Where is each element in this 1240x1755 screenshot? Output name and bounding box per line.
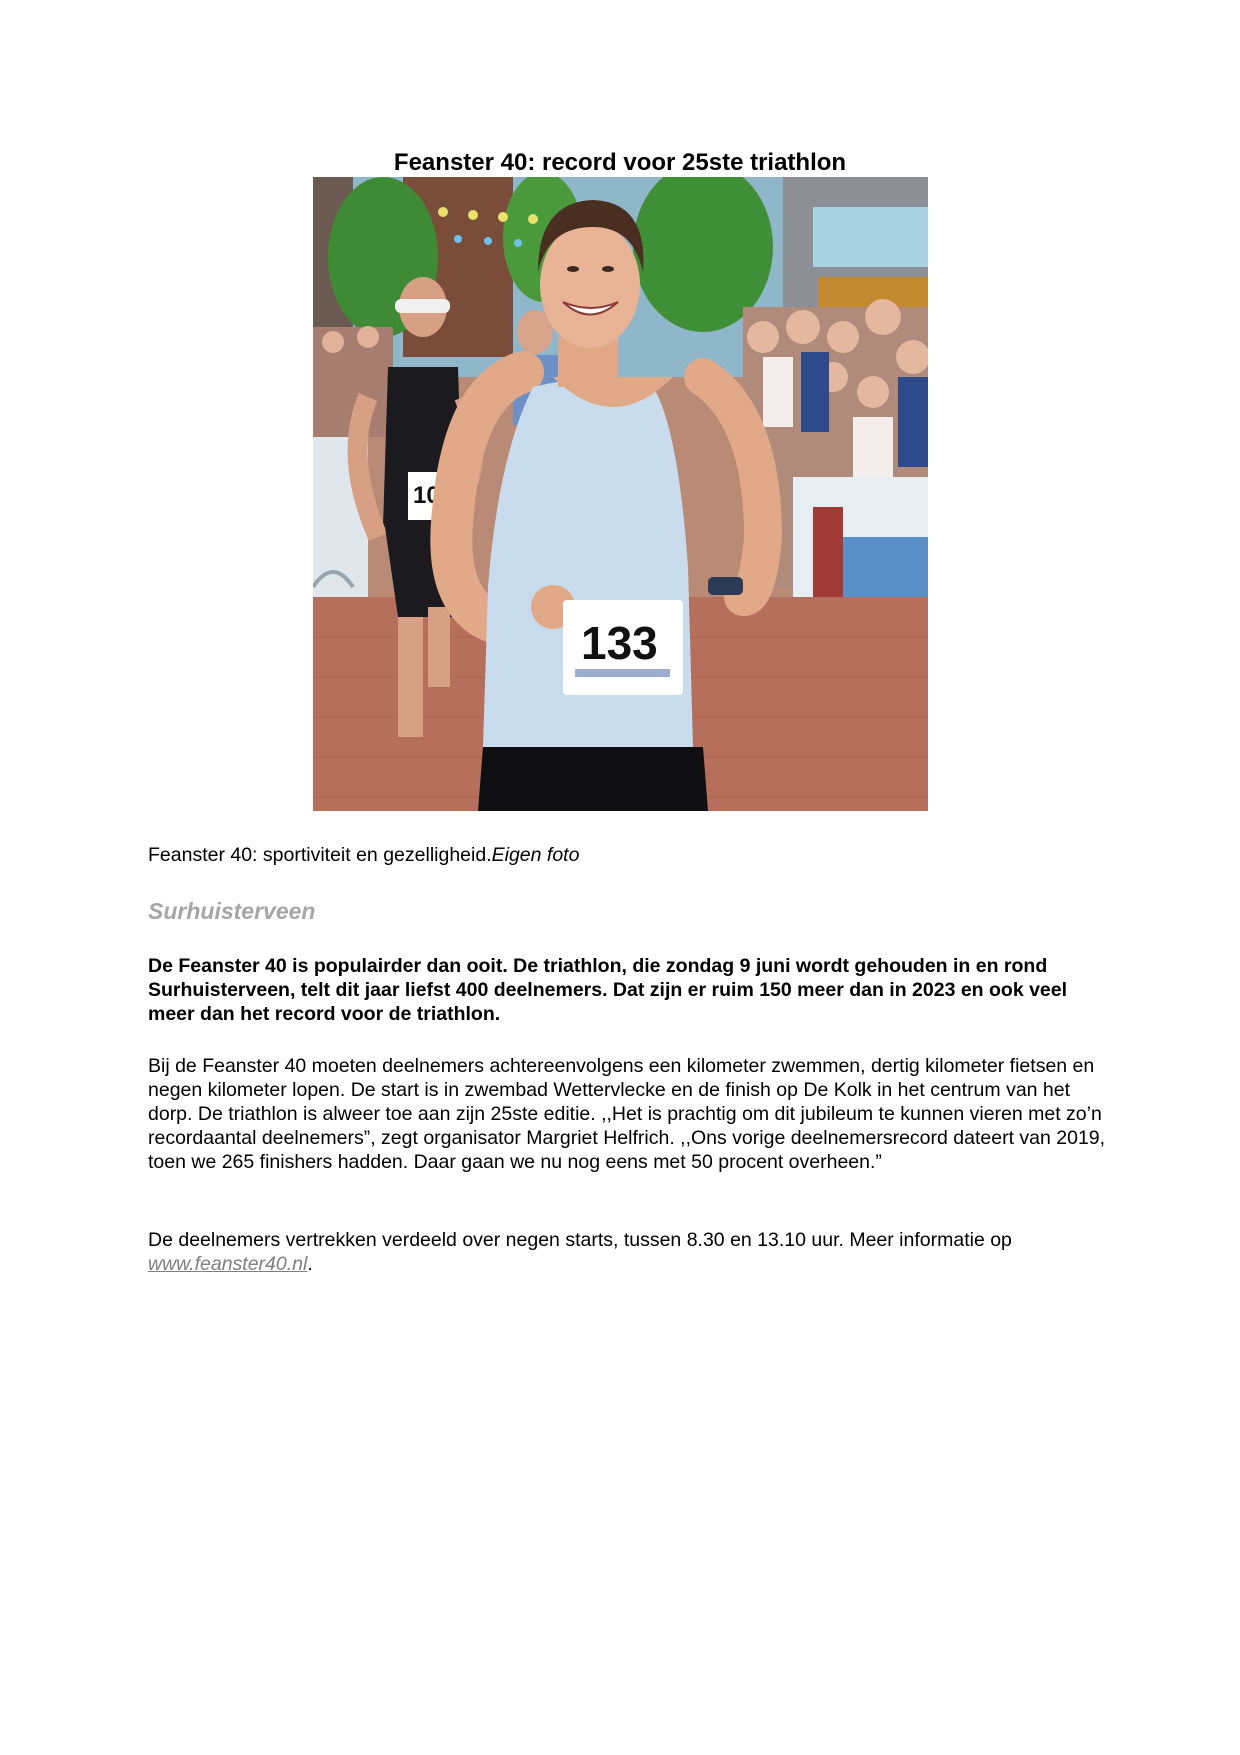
body-paragraph-2 bbox=[148, 1228, 1108, 1276]
paragraph-2-end: . bbox=[307, 1253, 313, 1275]
lead-paragraph: De Feanster 40 is populairder dan ooit. De triathlon, die zondag 9 juni wordt gehouden in en rond Surhuisterveen, telt dit jaar liefst 400 deelnemers. Dat zijn er ruim 150 meer dan in 2023 en ook veel meer dan het record voor de triathlon. bbox=[148, 955, 1068, 1025]
article-photo bbox=[313, 177, 928, 811]
body-paragraph-1: Bij de Feanster 40 moeten deelnemers achtereenvolgens een kilometer zwemmen, dertig kilometer fietsen en negen kilometer lopen. De start is in zwembad Wettervlecke en de finish op De Kolk in het centrum van het dorp. De triathlon is alweer toe aan zijn 25ste editie. ,,Het is prachtig om dit jubileum te kunnen vieren met zo’n recordaantal deelnemers”, zegt organisator Margriet Helfrich. ,,Ons vorige deelnemersrecord dateert van 2019, toen we 265 finishers hadden. Daar gaan we nu nog eens met 50 procent overheen.” bbox=[148, 1055, 1106, 1173]
feanster40-link[interactable]: www.feanster40.nl bbox=[148, 1253, 308, 1275]
back-bib-number: 103 bbox=[413, 482, 454, 509]
location-heading: Surhuisterveen bbox=[148, 898, 316, 924]
paragraph-2-text: De deelnemers vertrekken verdeeld over negen starts, tussen 8.30 en 13.10 uur. Meer informatie op bbox=[148, 1229, 1012, 1251]
photo-caption bbox=[148, 842, 1098, 868]
svg-text:133 bbox=[581, 617, 658, 669]
caption-credit: Eigen foto bbox=[491, 844, 580, 866]
article-title: Feanster 40: record voor 25ste triathlon bbox=[393, 149, 847, 176]
front-bib-number: 133 bbox=[581, 617, 658, 669]
caption-text: Feanster 40: sportiviteit en gezelligheid. bbox=[148, 844, 492, 866]
